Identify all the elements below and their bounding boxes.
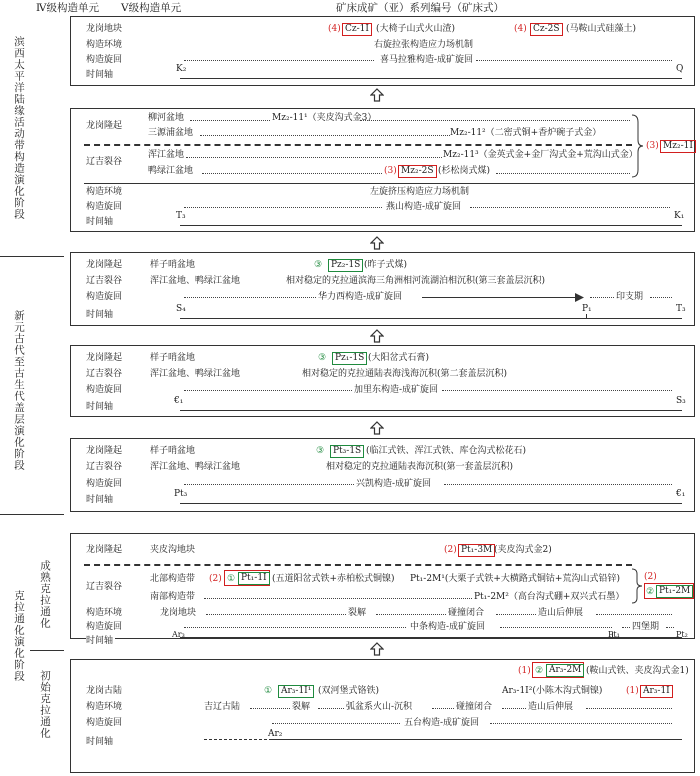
basin-label: 样子哨盆地 (150, 446, 196, 456)
leader (596, 614, 672, 615)
leader (190, 120, 270, 121)
time-axis-line (180, 225, 682, 226)
time-tick-label: Ar₃ (172, 630, 185, 639)
cycle-text: 加里东构造-成矿旋回 (354, 385, 439, 395)
env-stage: 吉辽古陆 (204, 702, 241, 712)
basin-label: 柳河盆地 (148, 113, 185, 123)
rift-boundary (84, 564, 632, 566)
section-divider (84, 183, 694, 184)
time-axis-line (272, 739, 682, 740)
stage-divider (30, 650, 64, 651)
cycle-text: 五台构造-成矿旋回 (404, 718, 480, 728)
row-label: 构造旋回 (86, 385, 123, 395)
basin-label: 三源浦盆地 (148, 128, 194, 138)
leader (496, 173, 630, 174)
series-number: ① (227, 574, 236, 584)
deposit-text: 相对稳定的克拉通滨海三角洲相河流湖泊相沉积(第三套盖层沉积) (286, 276, 546, 286)
series-desc: (昨子式煤) (364, 260, 408, 270)
deposit-text: 相对稳定的克拉通陆表海沉积(第一套盖层沉积) (326, 462, 514, 472)
leader (586, 708, 672, 709)
cycle-arrow (444, 484, 672, 485)
row-label: 辽吉裂谷 (86, 582, 123, 592)
cycle-text: 四堡期 (632, 622, 660, 632)
time-tick-label: €₁ (676, 489, 686, 499)
stage-label-3b: 初始克拉通化 (39, 670, 51, 739)
time-axis-line (180, 410, 682, 411)
time-axis-line (180, 503, 682, 504)
env-stage: 裂解 (348, 608, 367, 618)
cycle-arrow (272, 723, 400, 724)
header-col4: Ⅳ级构造单元 (36, 2, 99, 14)
series-value: Ar₃-1I²(小陈木沟式铜镍) (502, 686, 603, 696)
env-stage: 碰撞闭合 (448, 608, 485, 618)
arrow-up-icon (370, 236, 384, 250)
leader (186, 157, 442, 158)
leader (432, 708, 454, 709)
row-label: 时间轴 (86, 217, 114, 227)
series-desc: (大椅子山式火山渣) (376, 24, 456, 34)
basin-label: 浑江盆地、鸭绿江盆地 (150, 369, 241, 379)
cycle-arrow (422, 297, 578, 298)
cycle-text: 喜马拉雅构造-成矿旋回 (380, 55, 474, 65)
time-tick (612, 633, 613, 638)
series-number: (2) (209, 574, 222, 584)
leader (202, 173, 382, 174)
series-number: (4) (514, 24, 527, 34)
time-tick-label: S₄ (176, 304, 186, 314)
time-axis-line (180, 637, 682, 638)
cycle-arrow (442, 390, 672, 391)
stage-label-3: 克拉通化演化阶段 (13, 590, 25, 682)
cycle-arrow (490, 723, 672, 724)
series-desc: (鞍山式铁、夹皮沟式金1) (586, 666, 689, 676)
cycle-arrow (590, 297, 614, 298)
cycle-arrow (650, 297, 672, 298)
leader (318, 708, 344, 709)
leader (502, 708, 526, 709)
series-box: Pt₁-3M (458, 544, 495, 557)
env-stage: 龙岗地块 (160, 608, 197, 618)
series-value: Pt₁-2M²（高台沟式硼+双兴式石墨） (474, 592, 625, 602)
arrow-up-icon (370, 642, 384, 656)
series-box: Ar₃-2M (546, 664, 584, 677)
cycle-arrow (470, 207, 670, 208)
time-tick-label: Pt₃ (174, 489, 188, 499)
row-label: 龙岗隆起 (86, 545, 123, 555)
row-label: 龙岗隆起 (86, 260, 123, 270)
series-number: (4) (328, 24, 341, 34)
row-label: 构造旋回 (86, 55, 123, 65)
time-tick-label: S₃ (676, 396, 686, 406)
time-tick-label: Pt₁ (608, 630, 620, 639)
series-number: ③ (316, 446, 325, 456)
series-box: Pt₁-1I (238, 572, 270, 585)
header-series: 矿床成矿（亚）系列编号（矿床式） (336, 2, 504, 14)
series-number: (1) (518, 666, 531, 676)
series-number: ③ (314, 260, 323, 270)
deposit-text: 相对稳定的克拉通陆表海浅海沉积(第二套盖层沉积) (302, 369, 508, 379)
leader (200, 135, 450, 136)
series-desc: (杉松岗式煤) (438, 166, 491, 176)
row-label: 辽吉裂谷 (86, 462, 123, 472)
series-desc: (大阳岔式石膏) (368, 353, 430, 363)
row-label: 构造旋回 (86, 718, 123, 728)
arrow-up-icon (370, 421, 384, 435)
series-value: Mz₂-11³（金英式金+金厂沟式金+荒沟山式金） (443, 150, 638, 160)
cycle-text: 华力西构造-成矿旋回 (318, 292, 403, 302)
env-stage: 裂解 (292, 702, 311, 712)
cycle-arrow (184, 60, 374, 61)
cycle-arrow (184, 390, 352, 391)
arrow-up-icon (370, 88, 384, 102)
series-number: ① (264, 686, 273, 696)
row-label: 时间轴 (86, 495, 114, 505)
time-tick-label: T₃ (176, 211, 186, 221)
belt-label: 南部构造带 (150, 592, 196, 602)
row-label: 构造旋回 (86, 202, 123, 212)
series-number: (2) (444, 545, 457, 555)
header-col5: Ⅴ级构造单元 (121, 2, 182, 14)
series-box: Cz-1I (342, 23, 372, 36)
cycle-text: 印支期 (616, 292, 644, 302)
env-stage: 造山后伸展 (538, 608, 584, 618)
row-label: 龙岗隆起 (86, 446, 123, 456)
row-label: 时间轴 (86, 737, 114, 747)
leader (376, 614, 446, 615)
block-label: 夹皮沟地块 (150, 545, 196, 555)
row-label: 时间轴 (86, 310, 114, 320)
basin-label: 浑江盆地 (148, 150, 185, 160)
series-box: Pz₂-1S (328, 259, 363, 272)
stage-label-3a: 成熟克拉通化 (39, 560, 51, 629)
series-box: Mz₂-1I (660, 140, 696, 153)
series-box: Mz₂-2S (398, 165, 437, 178)
leader (496, 614, 536, 615)
cycle-text: 兴凯构造-成矿旋回 (356, 479, 432, 489)
series-desc: (双河堡式铬铁) (318, 686, 380, 696)
row-label: 龙岗地块 (86, 24, 123, 34)
basin-label: 鸭绿江盆地 (148, 166, 194, 176)
basin-label: 浑江盆地、鸭绿江盆地 (150, 276, 241, 286)
arrow-up-icon (370, 329, 384, 343)
time-tick (586, 314, 587, 319)
time-axis-line (180, 318, 682, 319)
cycle-arrow (622, 627, 630, 628)
leader (360, 120, 630, 121)
series-box: Ar₃-1I¹ (278, 685, 314, 698)
row-label: 构造环境 (86, 702, 123, 712)
row-label: 构造旋回 (86, 292, 123, 302)
series-value: Mz₂-11¹（夹皮沟式金3） (272, 113, 377, 123)
series-desc: (临江式铁、浑江式铁、库仓沟式松花石) (366, 446, 527, 456)
time-axis-dashed (204, 739, 272, 740)
arrow-right-icon (575, 293, 584, 302)
time-tick-label: K₁ (674, 211, 685, 221)
series-desc: (夹皮沟式金2) (494, 545, 552, 555)
series-number: ② (535, 666, 544, 676)
basin-label: 样子哨盆地 (150, 260, 196, 270)
brace-icon (630, 114, 644, 178)
row-label: 构造环境 (86, 187, 123, 197)
cycle-arrow (184, 207, 382, 208)
leader (206, 614, 346, 615)
series-box: Ar₃-1I (640, 685, 673, 698)
row-label: 辽吉裂谷 (86, 157, 123, 167)
series-box: Pt₃-1S (330, 445, 364, 458)
cycle-text: 中条构造-成矿旋回 (410, 622, 486, 632)
time-tick-label: Pt₂ (676, 630, 688, 639)
series-box: Cz-2S (530, 23, 563, 36)
time-tick-label: P₁ (582, 304, 592, 314)
time-tick-label: Ar₂ (268, 729, 283, 739)
row-label: 时间轴 (86, 70, 114, 80)
leader (250, 708, 290, 709)
belt-label: 北部构造带 (150, 574, 196, 584)
time-tick-label: €₁ (174, 396, 184, 406)
series-number: ③ (318, 353, 327, 363)
env-stage: 弧盆系火山-沉积 (346, 702, 413, 712)
row-label: 构造环境 (86, 40, 123, 50)
row-label: 龙岗隆起 (86, 353, 123, 363)
time-axis-line (180, 78, 682, 79)
leader (204, 598, 472, 599)
env-text: 左旋挤压构造应力场机制 (370, 187, 470, 197)
time-tick-label: K₂ (176, 64, 187, 74)
brace-icon (630, 568, 644, 604)
series-value: Mz₂-11²（二密式铜+香炉碗子式金） (450, 128, 602, 138)
series-value: Pt₁-2M¹(大栗子式铁+大横路式铜钴+荒沟山式铅锌) (410, 574, 620, 584)
series-number: (3) (384, 166, 397, 176)
row-label: 时间轴 (86, 402, 114, 412)
row-label: 辽吉裂谷 (86, 369, 123, 379)
env-stage: 造山后伸展 (528, 702, 574, 712)
series-number: (2) (644, 572, 657, 582)
series-box: Pt₁-2M (656, 585, 693, 598)
cycle-arrow (184, 484, 354, 485)
cycle-arrow (184, 627, 406, 628)
stage-divider (0, 514, 64, 515)
series-number: ② (646, 587, 655, 597)
row-label: 构造旋回 (86, 622, 123, 632)
rift-boundary (84, 144, 632, 146)
time-tick-label: Q (676, 64, 684, 74)
time-tick-label: T₃ (676, 304, 686, 314)
cycle-text: 燕山构造-成矿旋回 (386, 202, 462, 212)
series-desc: (马鞍山式硅藻土) (566, 24, 637, 34)
row-label: 构造环境 (86, 608, 123, 618)
stage-divider (0, 256, 64, 257)
series-box: Pz₁-1S (332, 352, 367, 365)
series-number: (3) (646, 141, 659, 151)
stage-label-2: 新元古代至古生代盖层演化阶段 (13, 310, 25, 471)
env-text: 右旋拉张构造应力场机制 (374, 40, 474, 50)
basin-label: 样子哨盆地 (150, 353, 196, 363)
series-number: (1) (626, 686, 639, 696)
cycle-arrow (184, 297, 316, 298)
series-desc: (五道阳岔式铁+赤柏松式铜镍) (272, 574, 395, 584)
row-label: 龙岗古陆 (86, 686, 123, 696)
cycle-arrow (500, 627, 612, 628)
stage-label-1: 滨西太平洋陆缘活动带构造演化阶段 (13, 36, 25, 220)
cycle-arrow (476, 60, 672, 61)
row-label: 龙岗隆起 (86, 121, 123, 131)
row-label: 构造旋回 (86, 479, 123, 489)
basin-label: 浑江盆地、鸭绿江盆地 (150, 462, 241, 472)
cycle-arrow (666, 627, 674, 628)
row-label: 辽吉裂谷 (86, 276, 123, 286)
env-stage: 碰撞闭合 (456, 702, 493, 712)
row-label: 时间轴 (86, 636, 114, 646)
